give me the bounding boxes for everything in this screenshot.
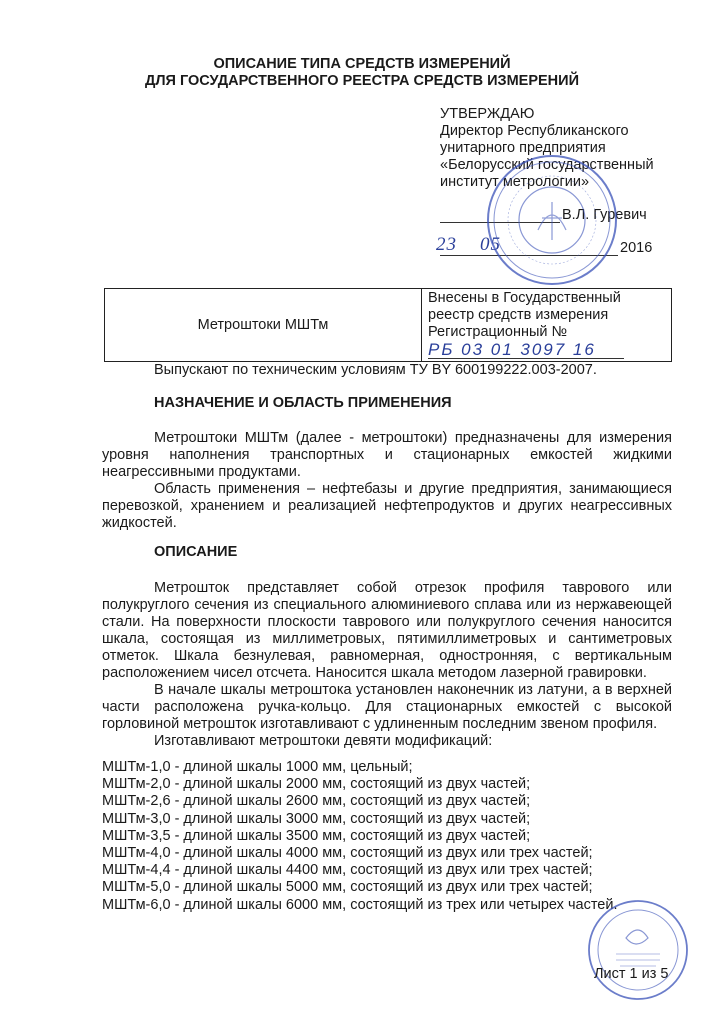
sheet-number: Лист 1 из 5: [594, 966, 669, 982]
description-paragraph-1: Метрошток представляет собой отрезок профиля таврового или полукруглого сечения из специального алюминиевого сплава или из нержавеющей стали. На поверхности плоскости таврового или полукруглого сечения наносится шкала, состоящая из миллиметровых, пятимиллиметровых и сантиметровых отметок. Шкала безнулевая, равномерная, одностронняя, с вертикальным расположением чисел отсчета. Наносится шкала методом лазерной гравировки.: [102, 580, 672, 681]
approval-line2: унитарного предприятия: [440, 140, 606, 156]
list-item: МШТм-4,0 - длиной шкалы 4000 мм, состоящий из двух или трех частей;: [102, 845, 593, 862]
document-title-line2: ДЛЯ ГОСУДАРСТВЕННОГО РЕЕСТРА СРЕДСТВ ИЗМЕРЕНИЙ: [144, 73, 579, 89]
registry-line2: реестр средств измерения: [428, 307, 609, 323]
device-name-cell: [105, 289, 422, 362]
section-purpose-body: [102, 430, 672, 532]
approval-line4: институт метрологии»: [440, 174, 590, 190]
registry-line3: Регистрационный №: [428, 324, 568, 340]
registry-info-cell: [422, 289, 672, 362]
signer-name: В.Л. Гуревич: [562, 207, 647, 223]
list-item: МШТм-3,5 - длиной шкалы 3500 мм, состоящий из двух частей;: [102, 827, 531, 844]
approval-line1: Директор Республиканского: [440, 123, 629, 139]
device-name: Метроштоки МШТм: [197, 316, 329, 333]
section-heading-purpose: НАЗНАЧЕНИЕ И ОБЛАСТЬ ПРИМЕНЕНИЯ: [154, 395, 452, 411]
document-title-line1: ОПИСАНИЕ ТИПА СРЕДСТВ ИЗМЕРЕНИЙ: [213, 56, 511, 72]
list-item: МШТм-6,0 - длиной шкалы 6000 мм, состоящий из трех или четырех частей.: [102, 896, 618, 913]
list-item: МШТм-2,0 - длиной шкалы 2000 мм, состоящий из двух частей;: [102, 776, 531, 793]
handwritten-date: 23 05: [436, 234, 501, 255]
purpose-paragraph: Метроштоки МШТм (далее - метроштоки) предназначены для измерения уровня наполнения транспортных и стационарных емкостей жидкими неагрессивными продуктами.: [102, 430, 672, 480]
section-heading-description: ОПИСАНИЕ: [154, 544, 238, 560]
approval-heading: УТВЕРЖДАЮ: [440, 106, 535, 122]
section-description-body: [102, 580, 672, 750]
bottom-seal-stamp: [586, 898, 690, 1002]
approval-line3: «Белорусский государственный: [440, 157, 654, 173]
modifications-list: [102, 759, 618, 914]
approval-year: 2016: [620, 240, 653, 256]
registration-number: РБ 03 01 3097 16: [428, 341, 624, 359]
registry-line1: Внесены в Государственный: [428, 290, 621, 306]
list-item: МШТм-3,0 - длиной шкалы 3000 мм, состоящий из двух частей;: [102, 810, 531, 827]
scope-paragraph: Область применения – нефтебазы и другие предприятия, занимающиеся перевозкой, хранением и реализацией нефтепродуктов и других неагрессивных жидкостей.: [102, 481, 672, 531]
round-seal-stamp: [484, 152, 620, 288]
spec-line: Выпускают по техническим условиям ТУ BY 600199222.003-2007.: [154, 362, 597, 378]
list-item: МШТм-5,0 - длиной шкалы 5000 мм, состоящий из двух или трех частей;: [102, 879, 593, 896]
description-paragraph-2: В начале шкалы метроштока установлен наконечник из латуни, а в верхней части расположена ручка-кольцо. Для стационарных емкостей с высокой горловиной метрошток изготавливают с удлиненным последним звеном профиля.: [102, 682, 672, 732]
description-paragraph-3: Изготавливают метроштоки девяти модификаций:: [154, 733, 493, 749]
registry-table: [104, 288, 672, 362]
list-item: МШТм-4,4 - длиной шкалы 4400 мм, состоящий из двух или трех частей;: [102, 862, 593, 879]
list-item: МШТм-2,6 - длиной шкалы 2600 мм, состоящий из двух частей;: [102, 793, 531, 810]
list-item: МШТм-1,0 - длиной шкалы 1000 мм, цельный;: [102, 759, 413, 775]
